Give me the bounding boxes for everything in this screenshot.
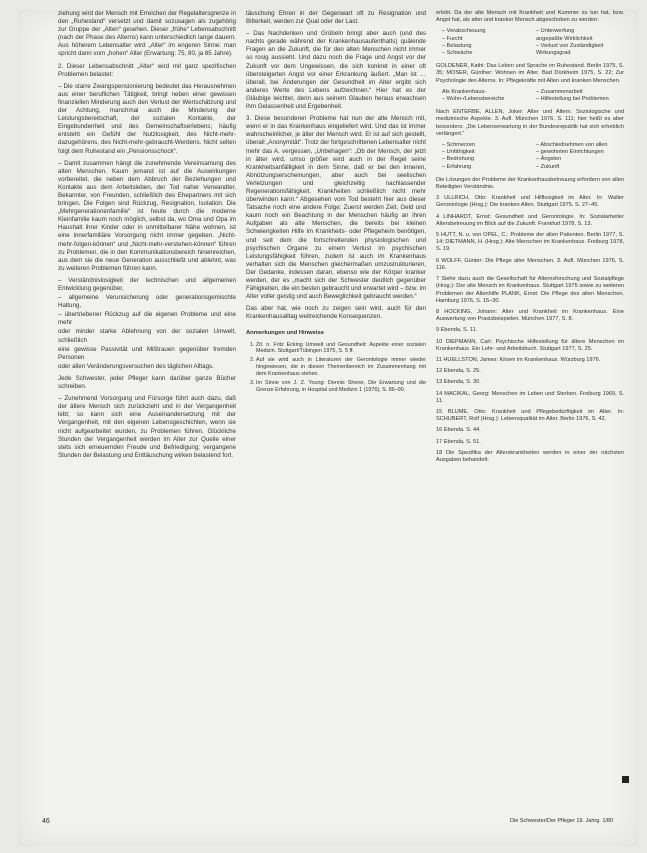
paragraph: – Damit zusammen hängt die zunehmende Vereinsamung des alten Menschen. Kaum jemand ist auf die Auswirkungen vorbereitet, die neben dem Abbruch der Beziehungen und Kontakte aus dem Arbeitsleben, der Tod naher Verwandter, Bekannter, von Freunden, schließlich des Ehepartners mit sich bringen. Die Folgen sind Rückzug, Resignation, Isolation. Die „Mehrgenerationenfamilie“ ist heute durch die moderne Kleinfamilie kaum noch möglich, selbst da, wo Oma und Opa im Haushalt ihrer Kinder oder in unmittelbarer Nähe wohnen, ist eine innerfamiliäre Vorsorgung nicht immer gegeben. „Nicht-mehr-folgen-können“ und „Nicht-mehr-verstehen-können“ führen zu Problemen, die in den Kommunikationsbereich hineinreichen, aus dem sie die neue Generation ausschließt und ablehnt, was zu weiteren Problemen führen kann. [58,159,236,272]
paragraph: GOLDENER, Kathi: Das Leben und Sprache im Ruhestand. Berlin 1975, S. 35; MOSER, Günther: Wohnen im Alter. Bad Dürkheim 1975, S. 22; Zur Psychologie des Alterns. In: Pflegekräfte mit Alten und kranken Menschen. [436,63,624,84]
term-cell: – Furcht [442,35,463,42]
paragraph: 3. Diese besonderen Probleme hat nun der alte Mensch mit, wenn er in das Krankenhaus eingeliefert wird. Und das ist immer wahrscheinlicher, je älter der Mensch wird. Er ist auf sich gestellt, überall „Anonymität“. Trotz der fortgeschrittenen Lebensalter nicht mehr das A. vergessen, „Unbehagen“: „Ob der Mensch, der jetzt in älter wird, umso größer wird auch in der Regel seine Krankheitsanfälligkeit in dem Sinne, daß er bei den inneren, Abnützungserscheinungen, aber auch bei seelischen Verletzungen und gleichzeitig nachlassender Regenerationsfähigkeit, Krankheiten schließlich nicht mehr überwinden kann.“ Abgesehen vom Tod besteht hier aus dieser Tatsache noch eine andere Folge: Zuerst werden Zeit, Geld und kaum noch ein Beachtung in der Menschen häufig an ihren Aufgaben als alte Menschen, die bereits bei kleinen Schwierigkeiten Hilfe im Krankheits- oder Pflegeheim benötigen, und seit dem die fortschreitenden physiologischen und psychischen Organe zu einem Verlust im psychischen Leistungsfähigkeit führen, zudem ist auch im Krankenhaus verhalten sich die Menschen gleichermaßen umzustrukturieren, Der Gedanke, indessen daran, ebenso wie der Körper kranker werden, der es „macht sich der Schwester deutlich gegenüber Fähigkeiten, die ein besten gebraucht und erwartet wird – bzw. im Alter voller geistig und auch Beweglichkeit gebraucht werden.“ [246,115,426,301]
term-cell: – Verabscheuung [442,28,486,35]
term-cell: – gewohnten Einrichtungen [536,149,604,156]
term-cell: – Bedrohung [442,156,475,163]
reference-item: 15 BLUME, Otto: Krankheit und Pflegebedürftigkeit im Alter. In: SCHUBERT, Rolf (Hrsg.): Lebensqualität im Alter. Berlin 1976, S. 42. [436,408,624,423]
term-table [442,89,624,103]
reference-item: 11 HUELLSTON, James: Krisen im Krankenhaus. Würzburg 1976. [436,356,601,363]
term-cell: – Ängsten [536,156,562,163]
reference-item: 18 Die Spezifika der Alterskrankheiten werden in einer der nächsten Ausgaben behandelt. [436,449,624,463]
term-cell: – Verlust von Zuständigkeit [536,42,604,49]
list-item: – übertriebener Rückzug auf die eigenen Probleme und eine mehr [58,311,236,327]
reference-list [436,195,624,464]
column-middle [246,10,426,396]
list-item: oder minder starke Ablehnung von der sozialen Umwelt, schließlich [58,328,236,344]
term-table [442,142,624,171]
term-cell: – Zukunft [536,163,560,170]
reference-item: 3 ULLRICH, Otto: Krankheit und Hilflosigkeit im Alter. In: Walter Gerontologie (Hrsg.): Die kranken Alten. Stuttgart 1975. S. 27–45. [436,195,624,209]
reference-item: 13 Ebenda, S. 30. [436,379,481,386]
column-right [436,10,624,468]
reference-item: 16 Ebenda. S. 44. [436,427,481,434]
list-item: eine gewisse Passivität und Mißtrauen gegenüber fremden Personen [58,345,236,361]
column-left [58,10,236,464]
paragraph: – Zunehmend Vorsorgung und Fürsorge führt auch dazu, daß der ältere Mensch sich zurückzieht und in der Vergangenheit lebt; so kann sich eine Auseinandersetzung mit der Vergangenheit, mit den eigenen Lebensgeschichten, wenn sie nicht aufgearbeitet wurden, zu Problemen führen. Glückliche Stunden der Vergangenheit werden im Alter zur Quelle einer stets sich erneuernden Freude und Befriedigung; vergangene Stunden der Belastung und Enttäuschung wirken belastend fort. [58,395,236,459]
end-mark-icon [622,776,629,783]
paragraph: ziehung wird der Mensch mit Erreichen der Regelaltersgrenze in den „Ruhestand“ versetzt und damit sozusagen als zugehörig zur Gruppe der „Alten“ gesehen. Dieser „frühe“ Lebensabschnitt (nach der Phase des Alterns) kann unterschiedlich lange dauern. Aus höherem Lebensalter wird „Alter“ im engeren Sinne: man spricht dann vom „hohen“ Alter (Erwartung: 75, 80, ja 85 Jahre). [58,10,236,58]
paragraph: Jede Schwester, jeder Pfleger kann darüber ganze Bücher schreiben. [58,374,236,391]
reference-item: 17 Ebenda, S. 51. [436,438,481,445]
term-cell: angepaßte Wirklichkeit [536,35,593,42]
notes-block [246,342,426,394]
term-cell: – Unfähigkeit [442,149,475,156]
term-cell: – Schmerzen [442,142,475,149]
reference-item: 8 HOCKING, Johann: Alter und Krankheit im Krankenhaus. Eine Auswertung von Praxisbeispielen. München 1977, S. 8. [436,308,624,323]
note-item: 1. Zit. n. Fritz Ecking Umwelt und Gesundheit: Aspekte einer sozialen Medizin. Stuttgart/Tübingen 1975, S. 5 ff. [256,342,426,356]
paragraph: – Das Nachdenken und Grübeln bringt aber auch (und des nachts gerade während der Krankenhausaufenthalts) quälende Fragen an die Zukunft, die für den alten Menschen nicht immer so rosig aussieht. Und dazu noch die Frage und Angst vor der Zukunft vor dem Ungewissen, die sich konkret in einer oft übersteigerten Angst vor einer Erkrankung äußert. „Man ist … überall, bei Änderungen der Gesundheit im Alter ergibt sich anderes Werte des Lebens aufzeichnen.“ Hier hat es der Gläubige leichter, denn aus seinem Glauben heraus erwachsen ihm Gelassenheit und Ergebenheit. [246,30,426,111]
reference-item: 9 Ebenda, S. 11. [436,327,478,334]
paragraph: täuschung Ehren in der Gegenwart oft zu Resignation und Bitterkeit, werden zur Qual oder der Last. [246,10,426,26]
paragraph: 2. Dieser Lebensabschnitt „Alter“ wird mit ganz spezifischen Problemen belastet: [58,62,236,78]
note-item: 2. Auf sie wird auch in Literaturen der Gerontologie immer wieder hingewiesen, die in diesen Themenbereich im Zusammenhang mit dem Krankenhaus stehen. [256,357,426,378]
paragraph: Nach ENTERBE, ALLEN, Joker: Alter und Altern. Soziologische und medizinische Aspekte. 3. Aufl. München 1976. S. 111; hier heißt es aber besonders: „Die Lebenserwartung in der Bundesrepublik hat sich erheblich verlängert.“ [436,109,624,137]
reference-item: 5 HUTT, N. u. von OPEL, C.: Probleme der alten Patienten. Berlin 1977, S. 14; DIETMANN, H. (Hrsg.): Alte Menschen im Krankenhaus. Freiburg 1978, S. 19. [436,232,624,253]
note-item: 3. Im Sinne von J. Z. Young: Dennis Sherer, Die Erwartung und die Grenze Erfahrung, in Hospital und Medizin 1 (1976), S. 86–90. [256,380,426,394]
paragraph: – Die starre Zwangspensionierung bedeutet das Herausnehmen aus einer beruflichen Tätigkeit, bringt neben einer gewissen finanziellen Minderung auch den Verlust der Wertschätzung und der Achtung, manchmal auch die Minderung der Leistungsbereitschaft, der sozialen Kontakte, der Eingebundenheit und des Gemeinschaftserlebens; häufig entsteht ein Gefühl der Nutzlosigkeit, des Nicht-mehr-dazugehörens, des Nicht-mehr-gebraucht-Werdens. Nicht selten folgt dem Ruhestand ein „Pensionsschock“. [58,82,236,155]
reference-item: 14 MACIKAL, Georg: Menschen im Leben und Sterben. Freiburg 1969, S. 11. [436,390,624,404]
reference-item: 4 LINHARDT, Ernst: Gesundheit und Gerontologie. In: Sozialarbeiter Altersbetreuung im Blick auf die Zukunft. Frankfurt 1978, S. 13. [436,213,624,227]
reference-item: 12 Ebenda, S. 25. [436,368,481,375]
reference-item: 10 DIEPMANN, Carl: Psychische Hilfestellung für ältere Menschen im Krankenhaus. Ein Lehr- und Arbeitsbuch. Stuttgart 1977, S. 25. [436,338,624,352]
term-cell: – Wohn-/Lebensbereiche [442,96,505,103]
list-item: – Verständnislosigkeit der technischen und allgemeinen Entwicklung gegenüber, [58,276,236,292]
notes-heading: Anmerkungen und Hinweise [246,330,324,337]
paragraph: Das aber hat, wie noch zu zeigen sein wird, auch für den Krankenhausalltag weitreichende Konsequenzen. [246,305,426,321]
list-item: – allgemeine Verunsicherung oder generationsgemischte Haltung, [58,294,236,310]
term-cell: – Belastung [442,42,472,49]
journal-footer: Die Schwester/Der Pfleger 19. Jahrg. 1/80 [510,818,614,824]
term-cell: – Erfahrung [442,163,472,170]
page-number: 46 [42,818,50,825]
term-cell: Als Krankenhaus- [442,88,487,95]
term-cell: – Schwäche [442,50,473,57]
term-cell: – Zusammenarbeit [536,88,583,95]
paragraph: Die Lösungen der Probleme der Krankenhausbetreuung erfordern von allen Beteiligten Verständnis. [436,176,624,191]
term-table [442,28,624,57]
page-sheet [18,10,638,846]
term-cell: – Unterwerfung [536,28,575,35]
reference-item: 7 Siehe dazu auch die Gesellschaft für Alternsforschung und Sozialpflege (Hrsg.): Der alte Mensch im Krankenhaus. Stuttgart 1975 sowie zu weiteren Problemen der Altenhilfe PLANK, Ernst: Die Pflege des alten Menschen. Hamburg 1976, S. 15–30. [436,276,624,304]
list-item: oder allen Veränderungsversuchen des täglichen Alltags. [58,362,214,370]
term-cell: – Abschiednehmen von allen [536,142,608,149]
reference-item: 6 WOLFF, Günter: Die Pflege alter Menschen. 3. Aufl. München 1976, S. 116. [436,257,624,271]
paragraph: erlebt. Da der alte Mensch mit Krankheit und Kummer zu tun hat, bzw. Angst hat, als alter und kranker Mensch abgeschoben zu werden: [436,10,624,24]
problem-list [58,277,236,371]
term-cell: Wirkungsgrad [536,50,571,57]
term-cell: – Hilfestellung bei Problemen [536,96,609,103]
